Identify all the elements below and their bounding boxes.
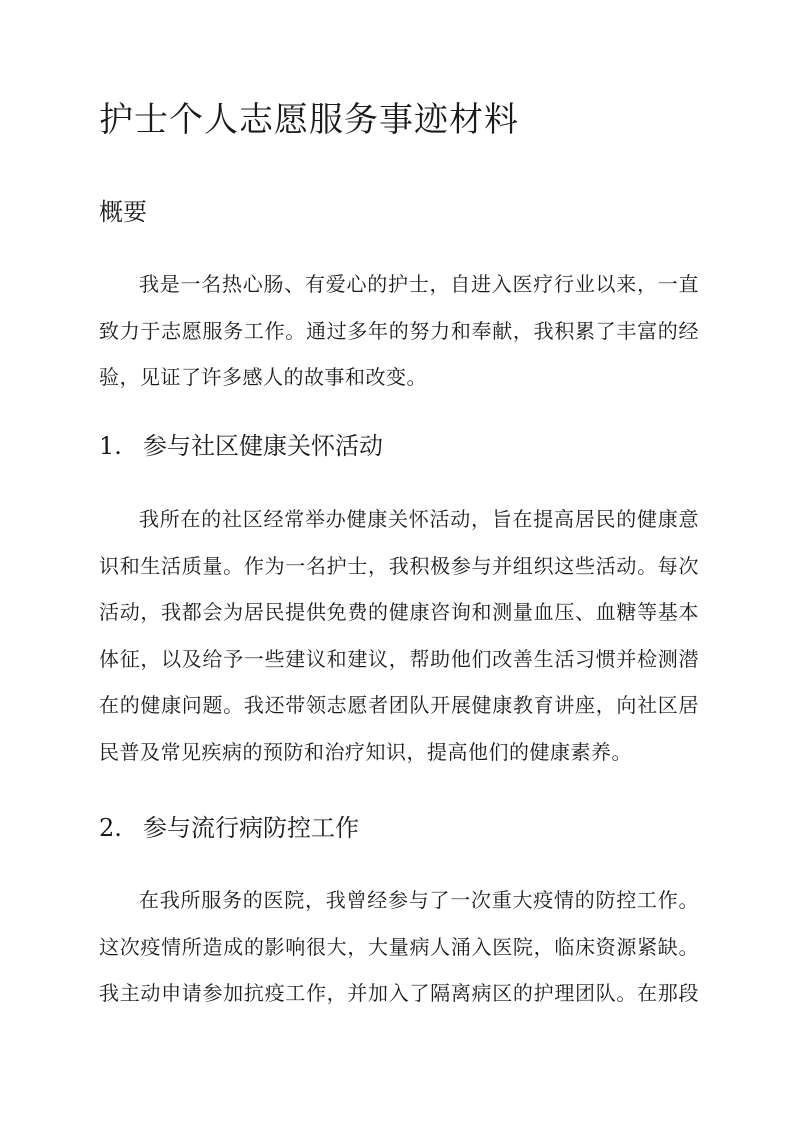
paragraph-line: 我主动申请参加抗疫工作，并加入了隔离病区的护理团队。在那段	[99, 981, 699, 1005]
paragraph-summary	[99, 261, 699, 401]
section-heading-summary	[99, 194, 147, 230]
paragraph-line: 验，见证了许多感人的故事和改变。	[99, 365, 427, 389]
paragraph-line: 这次疫情所造成的影响很大，大量病人涌入医院，临床资源紧缺。	[99, 934, 699, 959]
paragraph-community-health	[99, 496, 699, 775]
section-heading-text: 参与社区健康关怀活动	[143, 432, 383, 460]
paragraph-line: 在的健康问题。我还带领志愿者团队开展健康教育讲座，向社区居	[99, 693, 699, 717]
paragraph-line: 活动，我都会为居民提供免费的健康咨询和测量血压、血糖等基本	[99, 600, 699, 624]
paragraph-line: 体征，以及给予一些建议和建议，帮助他们改善生活习惯并检测潜	[99, 646, 699, 671]
paragraph-line: 民普及常见疾病的预防和治疗知识，提高他们的健康素养。	[99, 739, 632, 764]
paragraph-line: 我是一名热心肠、有爱心的护士，自进入医疗行业以来，一直	[139, 272, 699, 296]
section-heading-epidemic-control	[99, 810, 359, 846]
section-heading-text: 概要	[99, 198, 147, 226]
section-heading-text: 参与流行病防控工作	[143, 814, 359, 842]
paragraph-line: 在我所服务的医院，我曾经参与了一次重大疫情的防控工作。	[139, 888, 699, 912]
section-number: 2.	[99, 814, 122, 842]
paragraph-epidemic-control	[99, 877, 699, 1017]
paragraph-line: 致力于志愿服务工作。通过多年的努力和奉献，我积累了丰富的经	[99, 318, 699, 343]
paragraph-line: 我所在的社区经常举办健康关怀活动，旨在提高居民的健康意	[139, 507, 699, 531]
document-title: 护士个人志愿服务事迹材料	[99, 100, 519, 140]
section-heading-community-health	[99, 428, 383, 464]
section-number: 1.	[99, 432, 122, 460]
paragraph-line: 识和生活质量。作为一名护士，我积极参与并组织这些活动。每次	[99, 553, 699, 578]
